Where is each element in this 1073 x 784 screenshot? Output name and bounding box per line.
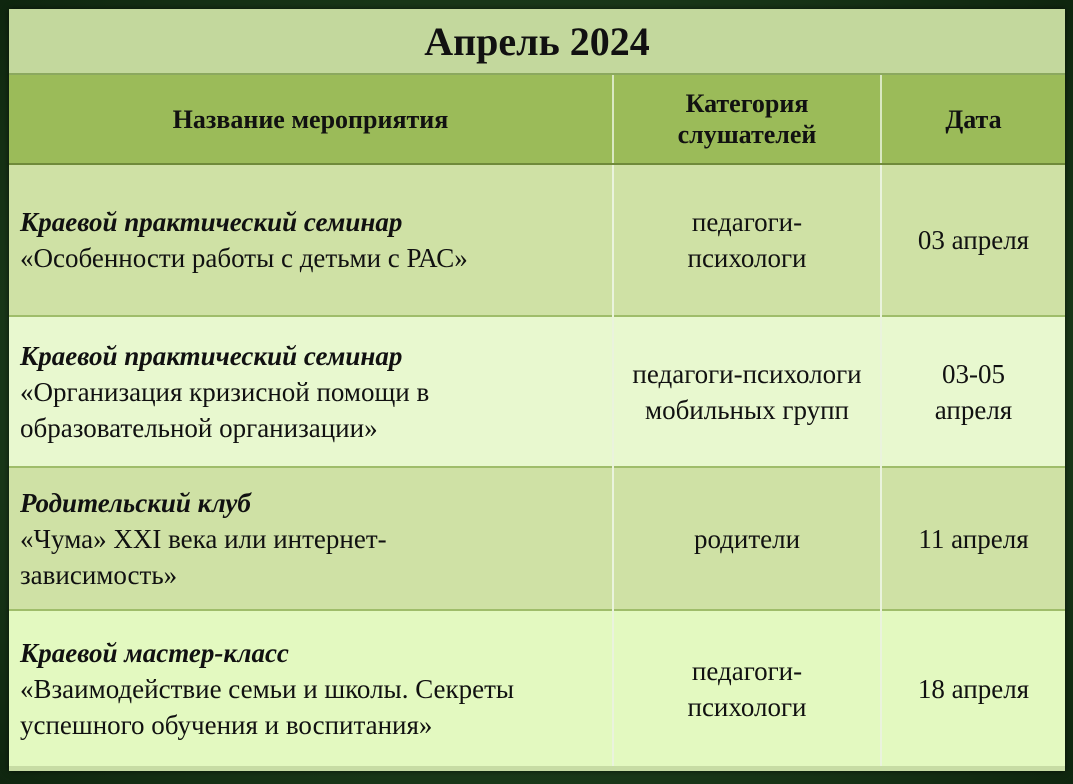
events-table	[9, 9, 1065, 766]
event-name: «Взаимодействие семьи и школы. Секреты успешного обучения и воспитания»	[20, 673, 515, 740]
date-cell: 03-05 апреля	[881, 316, 1065, 467]
date-cell: 03 апреля	[881, 164, 1065, 316]
table-row	[9, 164, 1065, 316]
table-row	[9, 467, 1065, 610]
table-row	[9, 610, 1065, 766]
audience-cell: родители	[613, 467, 881, 610]
header-event: Название мероприятия	[9, 74, 613, 164]
audience-cell: педагоги-психологи мобильных групп	[613, 316, 881, 467]
event-cell	[9, 610, 613, 766]
schedule-frame	[9, 9, 1065, 771]
event-name: «Чума» XXI века или интернет-зависимость»	[20, 523, 387, 590]
audience-cell: педагоги-психологи	[613, 164, 881, 316]
event-type: Краевой практический семинар	[20, 207, 403, 237]
event-name: «Организация кризисной помощи в образовательной организации»	[20, 376, 430, 443]
date-cell: 18 апреля	[881, 610, 1065, 766]
event-cell	[9, 467, 613, 610]
header-date: Дата	[881, 74, 1065, 164]
table-row	[9, 316, 1065, 467]
event-name: «Особенности работы с детьми с РАС»	[20, 243, 468, 273]
date-cell: 11 апреля	[881, 467, 1065, 610]
event-cell	[9, 316, 613, 467]
header-audience: Категория слушателей	[613, 74, 881, 164]
table-title: Апрель 2024	[9, 9, 1065, 74]
event-cell	[9, 164, 613, 316]
event-type: Краевой практический семинар	[20, 340, 403, 371]
audience-cell: педагоги-психологи	[613, 610, 881, 766]
event-type: Краевой мастер-класс	[20, 637, 289, 668]
event-type: Родительский клуб	[20, 487, 251, 518]
table-header-row	[9, 74, 1065, 164]
